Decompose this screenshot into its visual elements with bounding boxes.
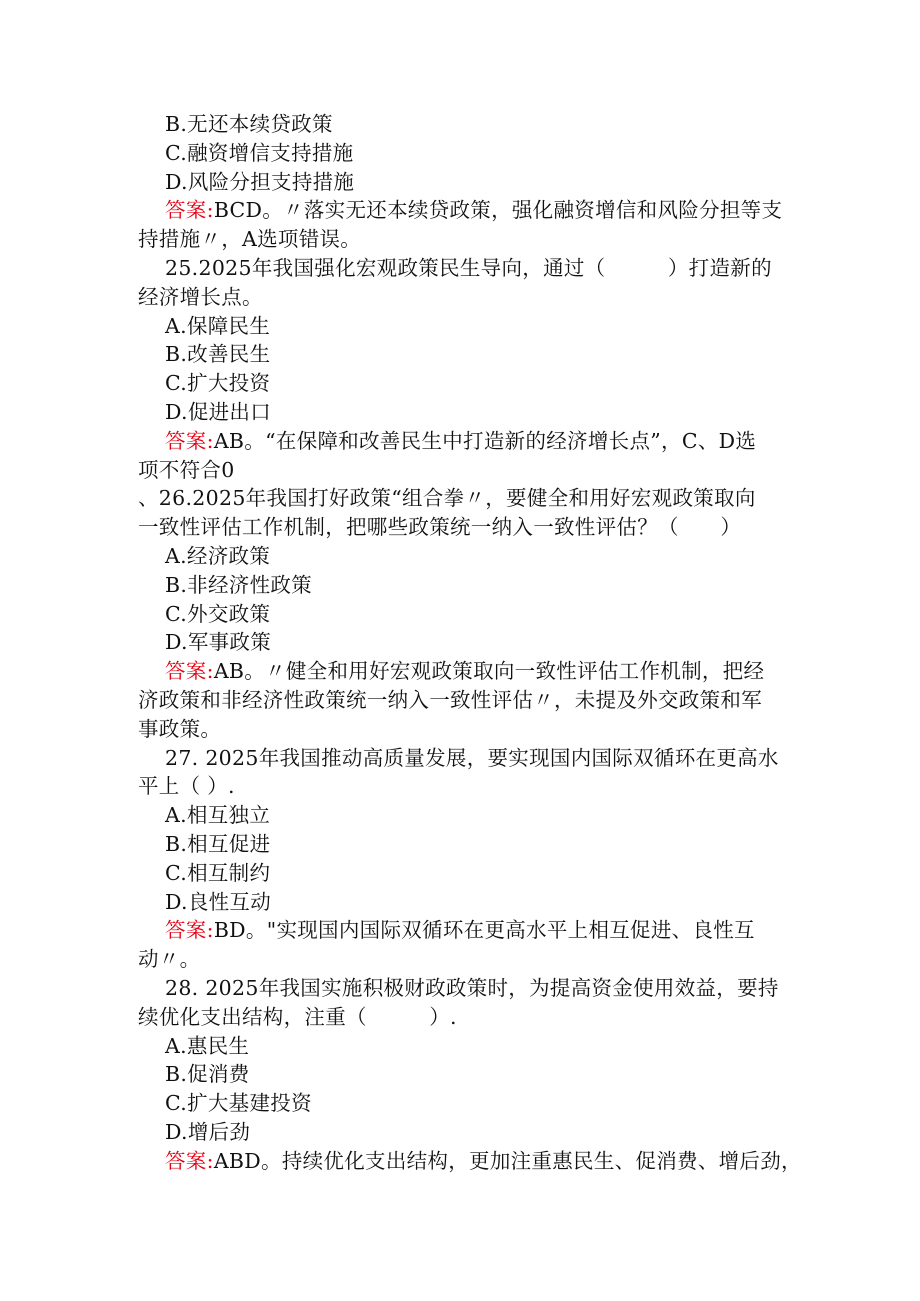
answer-text: AB。〃健全和用好宏观政策取向一致性评估工作机制，把经 [213, 659, 765, 684]
option-line: B.非经济性政策 [165, 572, 312, 597]
option-line: C.外交政策 [165, 601, 271, 626]
option-line: A.惠民生 [165, 1033, 250, 1058]
text-line: 事政策。 [138, 716, 222, 741]
answer-label: 答案: [165, 198, 214, 223]
option-line: A.经济政策 [165, 544, 271, 568]
option-line: D.促进出口 [165, 400, 272, 424]
option-line: A.相互独立 [165, 803, 271, 828]
text-line: 经济增长点。 [138, 284, 263, 309]
option-line: D.军事政策 [165, 630, 272, 655]
answer-line [165, 197, 782, 223]
option-line: C.相互制约 [165, 860, 271, 885]
option-line: A.保障民生 [165, 313, 271, 338]
text-line: 济政策和非经济性政策统一纳入一致性评估〃，未提及外交政策和军 [138, 688, 762, 712]
answer-label: 答案: [165, 428, 214, 453]
option-line: D.风险分担支持措施 [165, 169, 355, 194]
answer-line [165, 1148, 802, 1174]
answer-line [165, 428, 756, 454]
option-line: B.无还本续贷政策 [165, 112, 333, 136]
answer-label: 答案: [165, 918, 214, 943]
answer-text: AB。“在保障和改善民生中打造新的经济增长点”，C、D选 [213, 428, 757, 453]
question-line: 28. 2025年我国实施积极财政政策时，为提高资金使用效益，要持 [165, 976, 779, 1000]
option-line: D.良性互动 [165, 889, 272, 914]
answer-text: ABD。持续优化支出结构，更加注重惠民生、促消费、增后劲， [213, 1148, 802, 1173]
option-line: B.改善民生 [165, 342, 271, 367]
text-line: 续优化支出结构，注重（ ）. [138, 1004, 457, 1029]
question-line: 27. 2025年我国推动高质量发展，要实现国内国际双循环在更高水 [165, 745, 779, 770]
text-line: 项不符合0 [138, 457, 235, 482]
text-line: 平上（ ）. [138, 774, 235, 799]
text-line: 一致性评估工作机制，把哪些政策统一纳入一致性评估？（ ） [138, 515, 742, 540]
answer-line [165, 658, 764, 684]
question-line: 25.2025年我国强化宏观政策民生导向，通过（ ）打造新的 [165, 256, 772, 280]
answer-label: 答案: [165, 659, 214, 684]
text-line: 、26.2025年我国打好政策“组合拳〃，要健全和用好宏观政策取向 [138, 486, 756, 511]
answer-line [165, 917, 755, 943]
option-line: B.相互促进 [165, 832, 271, 856]
option-line: C.融资增信支持措施 [165, 140, 354, 165]
text-line: 动〃。 [138, 947, 201, 972]
option-line: D.增后劲 [165, 1120, 251, 1144]
text-line: 持措施〃，A选项错误。 [138, 227, 362, 252]
answer-label: 答案: [165, 1148, 214, 1173]
answer-text: BD。"实现国内国际双循环在更高水平上相互促进、良性互 [213, 918, 755, 943]
option-line: B.促消费 [165, 1062, 250, 1087]
option-line: C.扩大投资 [165, 371, 271, 396]
option-line: C.扩大基建投资 [165, 1091, 312, 1116]
answer-text: BCD。〃落实无还本续贷政策，强化融资增信和风险分担等支 [213, 198, 783, 223]
